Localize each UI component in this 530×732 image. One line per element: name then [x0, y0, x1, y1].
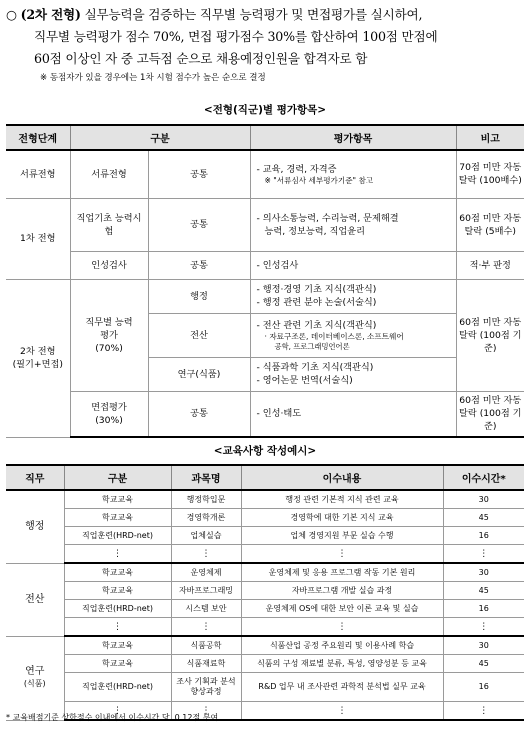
category-cell — [70, 279, 148, 391]
table-row — [6, 673, 524, 702]
group-cell: 행정 — [148, 279, 250, 313]
category-cell: 서류전형 — [70, 150, 148, 198]
vertical-ellipsis-icon: ⋮ — [443, 618, 524, 637]
job-name: 행정 — [25, 520, 45, 532]
type-cell: 학교교육 — [64, 509, 171, 527]
hours-cell: 16 — [443, 673, 524, 702]
vertical-ellipsis-icon: ⋮ — [171, 618, 241, 637]
education-example-table — [6, 464, 524, 721]
table-row — [6, 600, 524, 618]
hours-cell: 16 — [443, 600, 524, 618]
category-pct: (30%) — [95, 414, 123, 426]
vertical-ellipsis-icon: ⋮ — [241, 545, 443, 564]
stage-text: 2차 전형 — [20, 346, 56, 357]
table-row — [6, 391, 524, 437]
tie-break-note: ※ 동점자가 있을 경우에는 1차 시험 점수가 높은 순으로 결정 — [40, 73, 266, 83]
header-remark: 비고 — [456, 125, 524, 150]
content-cell: 경영학에 대한 기본 지식 교육 — [241, 509, 443, 527]
vertical-ellipsis-icon: ⋮ — [171, 702, 241, 721]
content-cell: 식품의 구성 재료별 분류, 특성, 영양성분 등 교육 — [241, 655, 443, 673]
intro-paragraph — [6, 4, 524, 70]
item-sub: · 자료구조론, 데이터베이스론, 소프트웨어 — [264, 331, 404, 341]
stage-cell: 서류전형 — [6, 150, 70, 198]
subject-cell: 조사 기획과 분석 향상과정 — [171, 673, 241, 702]
job-name: 연구 — [25, 666, 45, 677]
bullet-icon: ○ — [6, 7, 17, 22]
job-cell — [6, 490, 64, 563]
header-hours: 이수시간* — [443, 465, 524, 490]
table2-caption: <교육사항 작성예시> — [213, 445, 317, 457]
intro-line-2: 직무별 능력평가 점수 70%, 면접 평가점수 30%를 합산하여 100점 만점에 — [34, 29, 438, 44]
type-cell: 직업훈련(HRD-net) — [64, 673, 171, 702]
stage-sub: (필기+면접) — [12, 359, 63, 370]
item-text: - 의사소통능력, 수리능력, 문제해결 — [256, 212, 399, 224]
header-job: 직무 — [6, 465, 64, 490]
items-cell — [250, 279, 456, 313]
vertical-ellipsis-icon: ⋮ — [443, 702, 524, 721]
content-cell: 운영체제 OS에 대한 보안 이론 교육 및 실습 — [241, 600, 443, 618]
hours-cell: 30 — [443, 490, 524, 509]
category-text: 직무별 능력평가 — [85, 316, 133, 341]
table-row — [6, 150, 524, 198]
items-cell: - 인성·태도 — [250, 391, 456, 437]
vertical-ellipsis-icon: ⋮ — [64, 702, 171, 721]
group-cell: 공통 — [148, 391, 250, 437]
subject-cell: 자바프로그래밍 — [171, 582, 241, 600]
content-cell: 자바프로그램 개발 실습 과정 — [241, 582, 443, 600]
job-cell — [6, 563, 64, 636]
group-cell: 공통 — [148, 150, 250, 198]
table-row — [6, 636, 524, 655]
remark-cell: 적·부 판정 — [456, 251, 524, 279]
job-cell — [6, 636, 64, 720]
header-subject: 과목명 — [171, 465, 241, 490]
table-row — [6, 198, 524, 251]
remark-cell: 60점 미만 자동탈락 (100점 기준) — [456, 279, 524, 391]
group-cell: 전산 — [148, 313, 250, 357]
ellipsis-row — [6, 618, 524, 637]
subject-cell: 경영학개론 — [171, 509, 241, 527]
table2-body — [6, 490, 524, 720]
header-type: 구분 — [64, 465, 171, 490]
subject-cell: 업체실습 — [171, 527, 241, 545]
job-name: 전산 — [25, 593, 45, 605]
table-row — [6, 490, 524, 509]
remark-cell: 60점 미만 자동탈락 (5배수) — [456, 198, 524, 251]
intro-line-3: 60점 이상인 자 중 고득점 순으로 채용예정인원을 합격자로 함 — [34, 51, 368, 66]
content-cell: 업체 경영지원 부문 실습 수행 — [241, 527, 443, 545]
item-text: - 행정 관련 분야 논술(서술식) — [256, 297, 377, 308]
stage-cell — [6, 279, 70, 437]
education-footnote: * 교육배점기준 상한점수 이내에서 이수시간 당, 0.12점 부여 — [6, 713, 219, 722]
type-cell: 직업훈련(HRD-net) — [64, 600, 171, 618]
table-row — [6, 563, 524, 582]
subject-cell: 식품재료학 — [171, 655, 241, 673]
category-cell — [70, 391, 148, 437]
group-cell: 공통 — [148, 198, 250, 251]
item-text: 능력, 정보능력, 직업윤리 — [264, 225, 365, 237]
ellipsis-row — [6, 545, 524, 564]
hours-cell: 30 — [443, 636, 524, 655]
table1-header — [6, 125, 524, 150]
table-row — [6, 655, 524, 673]
vertical-ellipsis-icon: ⋮ — [443, 545, 524, 564]
item-sub: 공학, 프로그래밍언어론 — [274, 341, 350, 351]
item-text: - 교육, 경력, 자격증 — [256, 163, 337, 175]
items-cell: - 인성검사 — [250, 251, 456, 279]
type-cell: 학교교육 — [64, 490, 171, 509]
header-items: 평가항목 — [250, 125, 456, 150]
subject-cell: 시스템 보안 — [171, 600, 241, 618]
content-cell: 행정 관련 기본적 지식 관련 교육 — [241, 490, 443, 509]
type-cell: 학교교육 — [64, 636, 171, 655]
remark-cell: 70점 미만 자동탈락 (100배수) — [456, 150, 524, 198]
job-sub: (식품) — [23, 679, 46, 688]
item-text: - 식품과학 기초 지식(객관식) — [256, 362, 374, 373]
table2-header — [6, 465, 524, 490]
items-cell — [250, 357, 456, 391]
table-row — [6, 279, 524, 313]
items-cell — [250, 150, 456, 198]
stage-cell: 1차 전형 — [6, 198, 70, 279]
vertical-ellipsis-icon: ⋮ — [241, 618, 443, 637]
vertical-ellipsis-icon: ⋮ — [241, 702, 443, 721]
type-cell: 직업훈련(HRD-net) — [64, 527, 171, 545]
vertical-ellipsis-icon: ⋮ — [171, 545, 241, 564]
hours-cell: 30 — [443, 563, 524, 582]
evaluation-items-table — [6, 124, 524, 438]
hours-cell: 16 — [443, 527, 524, 545]
header-content: 이수내용 — [241, 465, 443, 490]
type-cell: 학교교육 — [64, 563, 171, 582]
category-cell: 인성검사 — [70, 251, 148, 279]
vertical-ellipsis-icon: ⋮ — [64, 545, 171, 564]
header-stage: 전형단계 — [6, 125, 70, 150]
type-cell: 학교교육 — [64, 582, 171, 600]
item-text: - 전산 관련 기초 지식(객관식) — [256, 319, 377, 331]
items-cell — [250, 198, 456, 251]
category-pct: (70%) — [95, 342, 123, 354]
item-text: - 영어논문 번역(서술식) — [256, 375, 353, 386]
table-row — [6, 251, 524, 279]
item-text: - 행정·경영 기초 지식(객관식) — [256, 284, 377, 295]
subject-cell: 행정학입문 — [171, 490, 241, 509]
vertical-ellipsis-icon: ⋮ — [64, 618, 171, 637]
hours-cell: 45 — [443, 582, 524, 600]
group-cell: 공통 — [148, 251, 250, 279]
category-text: 면접평가 — [91, 401, 127, 413]
table-row — [6, 582, 524, 600]
content-cell: 식품산업 공정 주요원리 및 이용사례 학습 — [241, 636, 443, 655]
content-cell: 운영체제 및 응용 프로그램 작동 기본 원리 — [241, 563, 443, 582]
items-cell — [250, 313, 456, 357]
intro-line-1 — [6, 4, 524, 26]
table1-caption: <전형(직군)별 평가항목> — [203, 104, 327, 116]
item-note: ※ "서류심사 세부평가기준" 참고 — [264, 175, 374, 185]
intro-text-1: 실무능력을 검증하는 직무별 능력평가 및 면접평가를 실시하여, — [80, 7, 423, 22]
table-row — [6, 509, 524, 527]
table-row — [6, 527, 524, 545]
group-cell: 연구(식품) — [148, 357, 250, 391]
stage-label: (2차 전형) — [20, 7, 81, 22]
subject-cell: 식품공학 — [171, 636, 241, 655]
remark-cell: 60점 미만 자동탈락 (100점 기준) — [456, 391, 524, 437]
category-cell: 직업기초 능력시험 — [70, 198, 148, 251]
hours-cell: 45 — [443, 655, 524, 673]
header-category: 구분 — [70, 125, 250, 150]
type-cell: 학교교육 — [64, 655, 171, 673]
content-cell: R&D 업무 내 조사관련 과학적 분석법 실무 교육 — [241, 673, 443, 702]
subject-cell: 운영체제 — [171, 563, 241, 582]
hours-cell: 45 — [443, 509, 524, 527]
